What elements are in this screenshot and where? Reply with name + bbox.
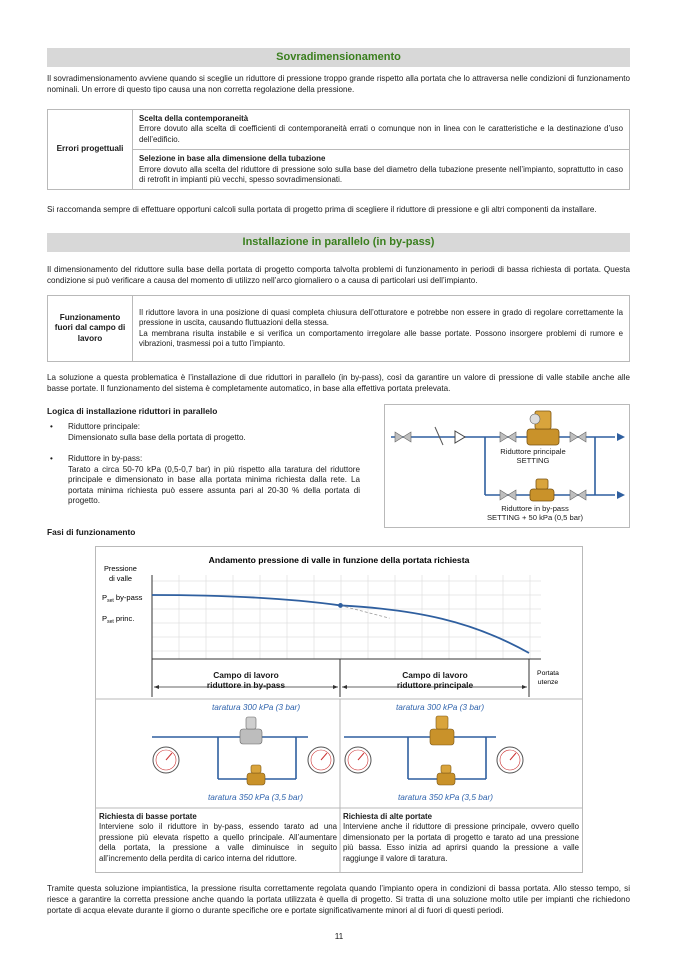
diagram-main-label: Riduttore principale SETTING [500, 447, 566, 466]
curve-principal [341, 605, 530, 653]
errors-label: Errori progettuali [48, 110, 133, 190]
high-demand-block: Richiesta di alte portate Interviene anche il riduttore di pressione principale, ovvero quello dimensionato per la portata di progetto e tarato ad una pressione più bassa. Esso inizia ad aprirsi quando la pressione a valle raggiunge il valore di taratura. [343, 812, 579, 863]
pressure-reducer-main-icon [527, 411, 559, 445]
s1-intro: Il sovradimensionamento avviene quando si sceglie un riduttore di pressione troppo grande rispetto alla portata che lo attraversa nelle condizioni di funzionamento nominali. Un errore di questo tipo causa una non corretta regolazione della pressione. [47, 74, 630, 95]
s2-solution: La soluzione a questa problematica è l’installazione di due riduttori in parallelo (in by-pass), così da garantire un valore di pressione di valle stabile anche alle basse portate. Il funzionamento del sistema è completamente automatico, in base alla effettiva portata prelevata. [47, 373, 630, 394]
errors-row-1: Scelta della contemporaneità Errore dovuto alla scelta di coefficienti di contemporaneità errati o comunque non in linea con le caratteristiche e la destinazione d’uso dell’edificio. [133, 110, 630, 150]
pressure-reducer-bypass-icon [530, 479, 554, 501]
errors-row-2: Selezione in base alla dimensione della tubazione Errore dovuto alla scelta del riduttore di pressione solo sulla base del diametro della tubazione presente nell’impianto, soprattutto in caso di retrofit in impianti più vecchi, spesso sovradimensionati. [133, 150, 630, 190]
y-tick-princ: $P_{set}$ princ. [102, 614, 135, 625]
zone-principal-title: Campo di lavoro riduttore principale [396, 670, 474, 690]
section-title-bypass: Installazione in parallelo (in by-pass) [47, 233, 630, 252]
x-label-2: utenze [537, 679, 559, 686]
zone-principal-taratura-top: taratura 300 kPa (3 bar) [396, 702, 485, 712]
chart-title: Andamento pressione di valle in funzione della portata richiesta [208, 555, 470, 565]
chart-grid [152, 575, 541, 659]
out-of-range-label: Funzionamento fuori dal campo di lavoro [48, 296, 133, 362]
section-title-sovradimensionamento: Sovradimensionamento [47, 48, 630, 67]
x-label-1: Portata [537, 670, 559, 677]
reducer-bypass-active-icon [437, 773, 455, 785]
y-label-1: Pressione [104, 564, 137, 573]
schematic-principal-zone [344, 716, 523, 785]
reducer-main-inactive-icon [240, 729, 262, 744]
logic-title: Logica di installazione riduttori in parallelo [47, 406, 218, 416]
s2-intro: Il dimensionamento del riduttore sulla base della portata di progetto comporta talvolta problemi di funzionamento in periodi di bassa richiesta di portata. Questa condizione si può verificare a causa del momento di utilizzo nell’arco giornaliero o a causa di particolari usi dell’impianto. [47, 265, 630, 286]
out-of-range-box [47, 295, 630, 362]
schematic-bypass-zone [152, 717, 334, 785]
flow-arrow-icon [617, 433, 625, 441]
zone-principal-taratura-bottom: taratura 350 kPa (3,5 bar) [398, 792, 494, 802]
low-demand-block: Richiesta di basse portate Interviene solo il riduttore in by-pass, essendo tarato ad una pressione più elevata rispetto a quello principale. All’aumentare della portata, la pressione a valle diminuisce in seguito all’incremento della perdita di carico interna del riduttore. [99, 812, 337, 863]
errors-box [47, 109, 630, 190]
reducer-bypass-active-icon [247, 773, 265, 785]
zone-bypass-title: Campo di lavoro riduttore in by-pass [206, 670, 286, 690]
s1-note: Si raccomanda sempre di effettuare opportuni calcoli sulla portata di progetto prima di scegliere il riduttore di pressione e gli altri componenti da installare. [47, 205, 597, 214]
y-tick-bypass: $P_{set}$ by-pass [102, 593, 143, 604]
phases-chart-box [95, 546, 583, 873]
closing-paragraph: Tramite questa soluzione impiantistica, la pressione risulta correttamente regolata quando l’impianto opera in condizioni di bassa portata. Allo stesso tempo, si riesce a garantire la corretta pressione anche quando la portata utilizzata è quella di progetto. Si tratta di una soluzione molto utile per impianti che richiedono portate di acqua elevate durante il giorno o durante specifiche ore e portate significativamente minori al di fuori di questi periodi. [47, 884, 630, 916]
curve-bypass [152, 595, 341, 605]
y-label-2: di valle [109, 574, 133, 583]
phases-title: Fasi di funzionamento [47, 527, 136, 537]
zone-bypass-taratura-bottom: taratura 350 kPa (3,5 bar) [208, 792, 304, 802]
bullet-main: • Riduttore principale: Dimensionato sulla base della portata di progetto. [50, 422, 246, 442]
diagram-bypass-label: Riduttore in by-pass SETTING + 50 kPa (0,5 bar) [486, 504, 583, 523]
check-valve-icon [455, 431, 465, 443]
bypass-install-diagram [384, 404, 630, 528]
page-number: 11 [334, 931, 344, 941]
out-of-range-text: Il riduttore lavora in una posizione di quasi completa chiusura dell’otturatore e potrebbe non essere in grado di regolare correttamente la pressione in uscita, causando fluttuazioni della stessa. La membrana risulta instabile e si verifica un comportamento irregolare alle basse portate. Possono insorgere problemi di rumore e vibrazioni, trasmessi poi a tutto l’impianto. [133, 296, 630, 362]
curve-knee-point [338, 603, 343, 608]
reducer-main-active-icon [430, 729, 454, 745]
bullet-bypass: • Riduttore in by-pass: Tarato a circa 50-70 kPa (0,5-0,7 bar) in più rispetto alla taratura del riduttore principale e dimensionato in base alla portata minima richiesta dalla rete. La portata minima richiesta può essere assunta pari al 20-30 % della portata di progetto. [50, 454, 360, 506]
zone-bypass-taratura-top: taratura 300 kPa (3 bar) [212, 702, 301, 712]
